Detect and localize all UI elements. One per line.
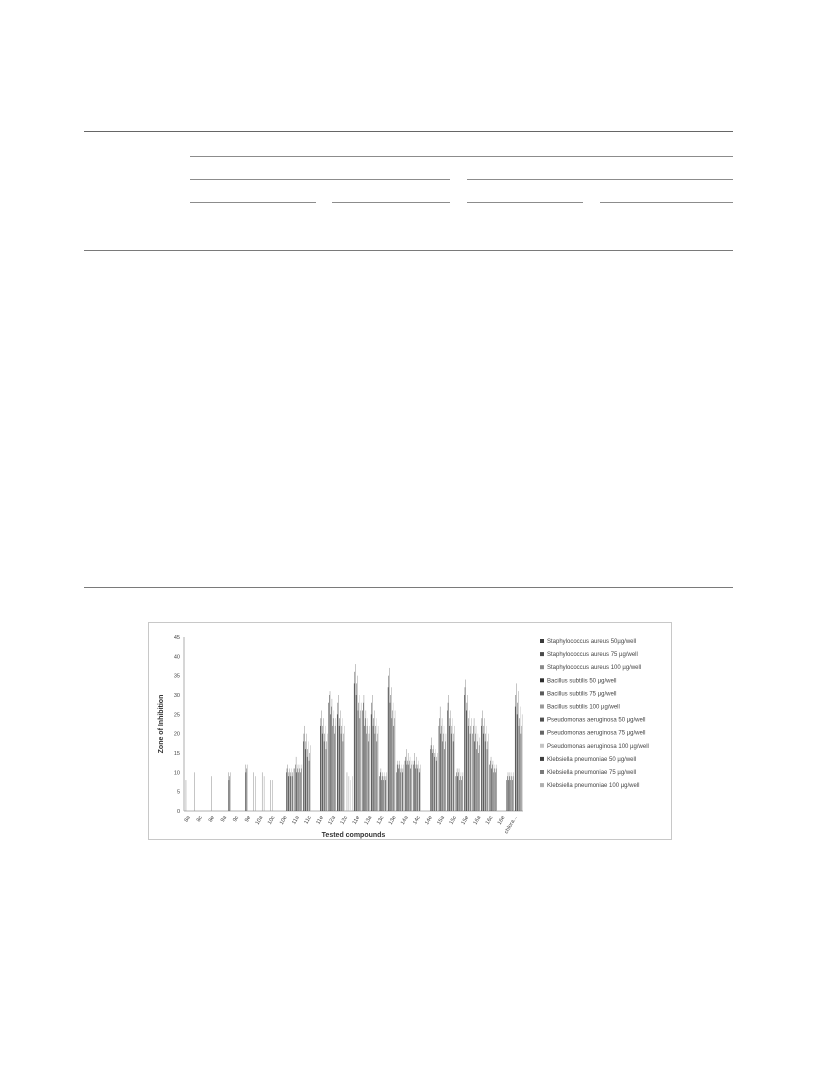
x-tick-label: 9a xyxy=(219,815,229,824)
x-tick-label: 13c xyxy=(375,815,386,826)
x-tick-label: 11c xyxy=(303,815,313,826)
y-tick-label: 5 xyxy=(176,789,180,796)
table-header-rule-3a xyxy=(190,202,316,203)
x-tick-label: chlora... xyxy=(503,815,519,835)
x-tick-label: 9c xyxy=(232,815,241,824)
table-header-rule-2b xyxy=(467,179,733,180)
y-axis-ticks xyxy=(174,635,180,815)
x-tick-label: 11a xyxy=(291,815,301,826)
legend-label: Pseudomonas aeruginosa 75 µg/well xyxy=(547,730,646,737)
legend-swatch xyxy=(540,718,544,722)
x-tick-label: 15a xyxy=(436,815,447,826)
legend-label: Klebsiella pneumoniae 50 µg/well xyxy=(547,756,637,763)
legend-swatch xyxy=(540,783,544,787)
y-tick-label: 30 xyxy=(173,693,180,699)
table-top-rule xyxy=(84,131,733,132)
legend-swatch xyxy=(540,731,544,735)
legend-label: Staphylococcus aureus 50µg/well xyxy=(547,639,637,645)
legend-label: Klebsiella pneumoniae 75 µg/well xyxy=(547,770,637,776)
legend-swatch xyxy=(540,744,544,748)
x-tick-label: 12a xyxy=(327,815,338,826)
chart-frame xyxy=(148,622,672,840)
x-tick-label: 14c xyxy=(412,815,422,826)
legend-swatch xyxy=(540,705,544,709)
x-tick-label: 11e xyxy=(315,815,325,826)
x-tick-label: 16a xyxy=(472,815,483,826)
x-tick-label: 10c xyxy=(266,815,277,826)
x-tick-label: 15e xyxy=(460,815,471,826)
x-tick-label: 13e xyxy=(387,815,398,826)
legend-swatch xyxy=(540,678,544,682)
legend-label: Staphylococcus aureus 100 µg/well xyxy=(547,665,642,672)
x-tick-label: 10a xyxy=(254,815,265,826)
legend-swatch xyxy=(540,639,544,643)
legend-swatch xyxy=(540,665,544,669)
y-tick-label: 35 xyxy=(173,673,180,680)
x-tick-label: 16e xyxy=(496,815,507,826)
legend xyxy=(540,639,649,789)
x-tick-label: 16c xyxy=(484,815,495,826)
table-bottom-rule xyxy=(84,587,733,588)
y-tick-label: 25 xyxy=(173,712,180,719)
y-tick-label: 10 xyxy=(173,770,180,777)
x-tick-label: 11e xyxy=(351,815,362,826)
x-tick-label: 12c xyxy=(339,815,350,826)
x-tick-label: 8c xyxy=(195,815,204,824)
x-tick-label: 8e xyxy=(207,815,216,824)
chart-svg xyxy=(149,623,673,841)
y-tick-label: 15 xyxy=(173,751,180,757)
y-tick-label: 45 xyxy=(173,635,180,641)
x-tick-label: 8a xyxy=(183,815,192,824)
y-tick-label: 20 xyxy=(173,731,180,738)
x-axis-title: Tested compounds xyxy=(321,832,386,839)
y-tick-label: 40 xyxy=(173,654,180,661)
x-tick-label: 10e xyxy=(278,815,289,826)
x-tick-label: 14a xyxy=(399,815,410,826)
table-header-bottom-rule xyxy=(84,250,733,251)
table-header-rule-3b xyxy=(332,202,450,203)
legend-label: Pseudomonas aeruginosa 50 µg/well xyxy=(547,717,646,724)
x-tick-label: 14e xyxy=(424,815,434,826)
legend-label: Bacillus subtilis 75 µg/well xyxy=(547,691,617,698)
table-header-rule-3c xyxy=(467,202,583,203)
legend-label: Klebsiella pneumoniae 100 µg/well xyxy=(547,783,640,790)
x-tick-label: 15c xyxy=(448,815,459,826)
legend-label: Bacillus subtilis 50 µg/well xyxy=(547,678,617,685)
legend-swatch xyxy=(540,652,544,656)
legend-swatch xyxy=(540,691,544,695)
legend-label: Bacillus subtilis 100 µg/well xyxy=(547,704,620,711)
legend-label: Pseudomonas aeruginosa 100 µg/well xyxy=(547,743,649,750)
y-axis-title: Zone of Inhibition xyxy=(158,694,165,754)
y-tick-label: 0 xyxy=(176,809,180,815)
legend-swatch xyxy=(540,770,544,774)
table-header-rule-1 xyxy=(190,156,733,157)
x-tick-label: 9e xyxy=(244,815,253,824)
table-header-rule-2a xyxy=(190,179,450,180)
x-tick-label: 13a xyxy=(363,815,374,826)
legend-swatch xyxy=(540,757,544,761)
bars-group xyxy=(186,664,523,811)
table-header-rule-3d xyxy=(600,202,733,203)
legend-label: Staphylococcus aureus 75 µg/well xyxy=(547,652,638,659)
